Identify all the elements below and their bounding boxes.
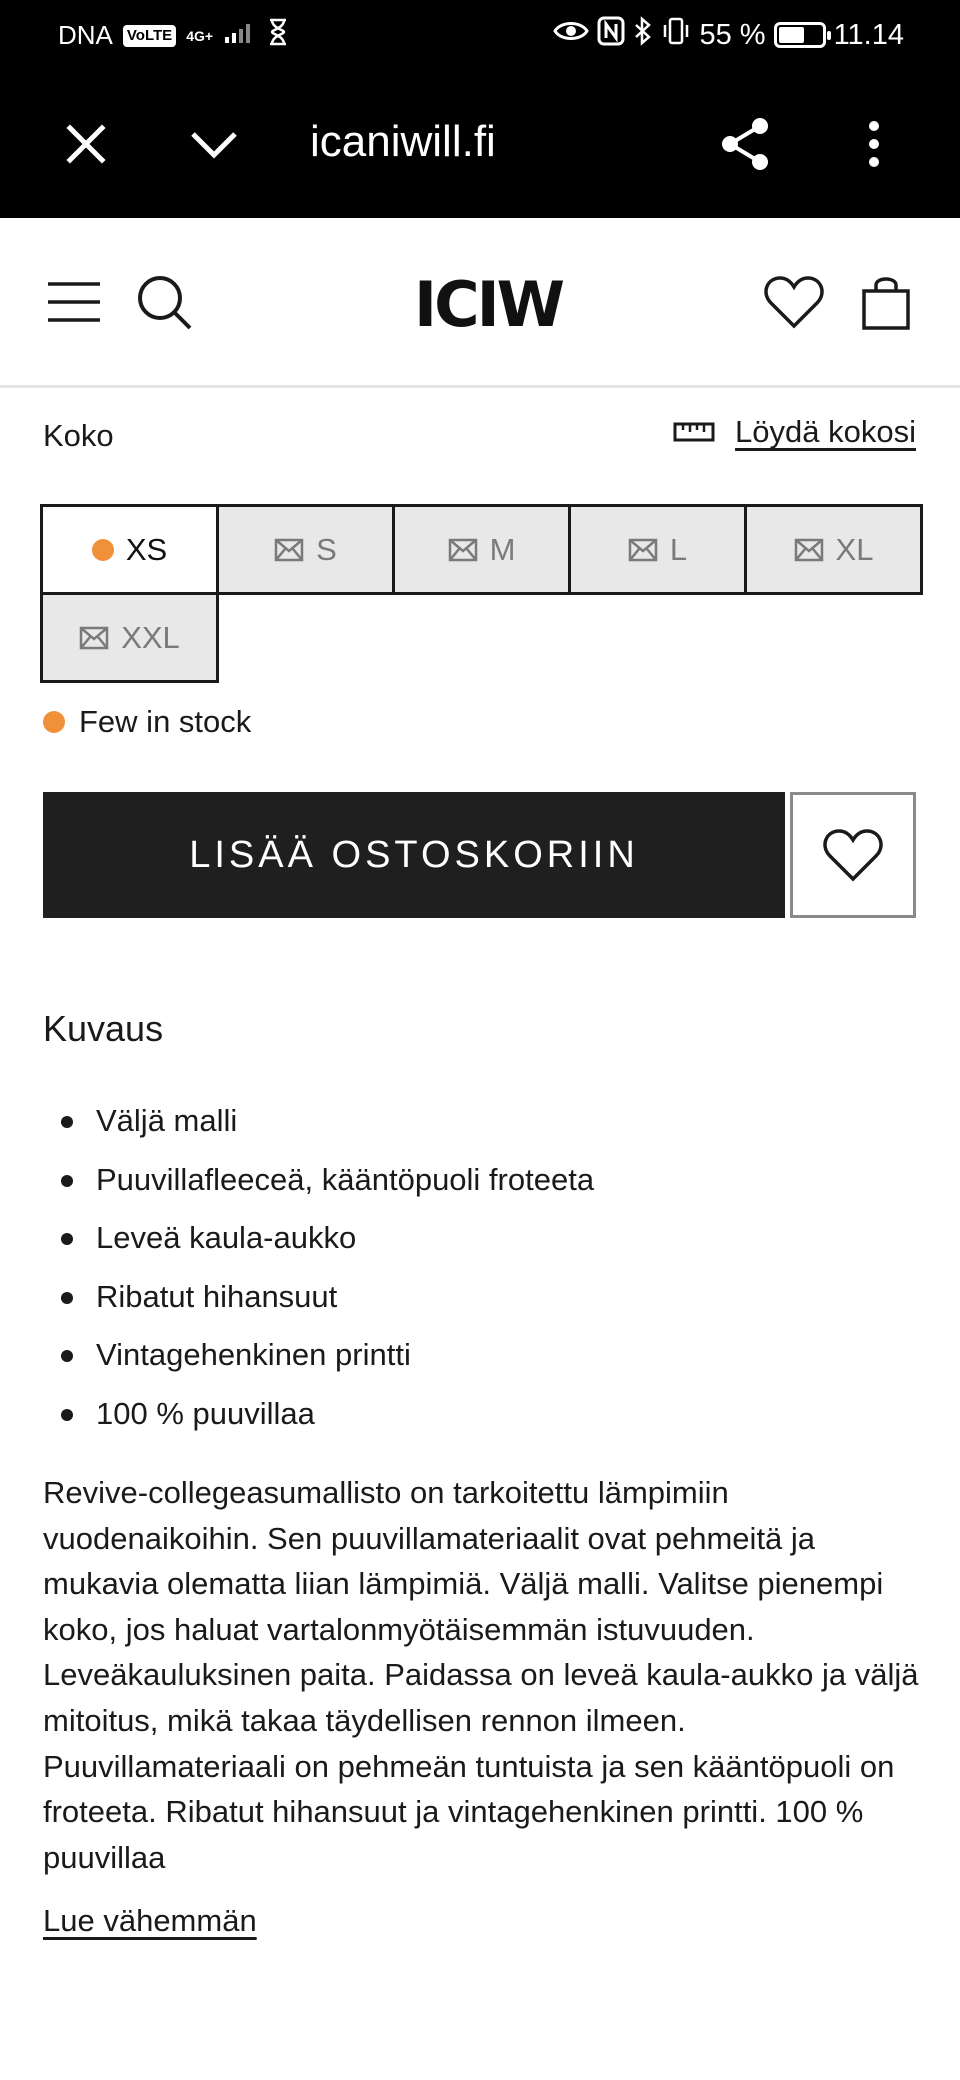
nfc-icon xyxy=(597,16,625,54)
size-option-xl[interactable] xyxy=(744,504,923,595)
size-option-l[interactable] xyxy=(568,504,747,595)
find-size-link[interactable] xyxy=(673,414,916,450)
status-bar xyxy=(0,0,960,68)
signal-icon xyxy=(223,19,257,52)
wishlist-header-button[interactable] xyxy=(758,266,830,338)
stock-indicator xyxy=(43,704,251,740)
add-to-cart-button[interactable]: LISÄÄ OSTOSKORIIN xyxy=(43,792,785,918)
heart-icon xyxy=(763,274,825,330)
vibrate-icon xyxy=(661,16,691,54)
network-type: 4G+ xyxy=(186,27,214,44)
chevron-down-icon xyxy=(189,128,239,160)
find-size-label[interactable]: Löydä kokosi xyxy=(735,414,916,449)
size-option-label: XXL xyxy=(121,619,180,655)
carrier-name: DNA xyxy=(58,20,113,50)
close-tab-button[interactable] xyxy=(50,108,122,180)
stock-status-text: Few in stock xyxy=(79,704,252,739)
feature-list-item: 100 % puuvillaa xyxy=(43,1385,594,1444)
size-option-label: M xyxy=(489,531,516,567)
close-icon xyxy=(64,122,108,166)
size-option-xs[interactable] xyxy=(40,504,219,595)
notify-envelope-icon xyxy=(79,626,109,650)
size-option-xxl[interactable] xyxy=(40,592,219,683)
add-to-wishlist-button[interactable] xyxy=(790,792,916,918)
shopping-bag-icon xyxy=(861,273,911,331)
hourglass-icon xyxy=(267,18,289,53)
notify-envelope-icon xyxy=(274,538,304,562)
description-title: Kuvaus xyxy=(43,1008,164,1049)
more-vertical-icon xyxy=(868,120,880,168)
size-option-label: XL xyxy=(835,531,874,567)
ruler-icon xyxy=(673,421,715,443)
feature-list xyxy=(43,1092,594,1443)
clock: 11.14 xyxy=(833,18,904,51)
notify-envelope-icon xyxy=(628,538,658,562)
feature-list-item: Puuvillafleeceä, kääntöpuoli froteeta xyxy=(43,1151,594,1210)
battery-percent: 55 % xyxy=(699,18,766,51)
menu-button[interactable] xyxy=(38,266,110,338)
site-header xyxy=(0,218,960,388)
size-option-label: S xyxy=(316,531,337,567)
browser-toolbar xyxy=(0,68,960,218)
battery-icon xyxy=(774,22,826,48)
size-option-m[interactable] xyxy=(392,504,571,595)
size-label: Koko xyxy=(43,418,114,453)
feature-list-item: Väljä malli xyxy=(43,1092,594,1151)
size-option-s[interactable] xyxy=(216,504,395,595)
notify-envelope-icon xyxy=(794,538,824,562)
heart-icon xyxy=(822,827,884,883)
hamburger-menu-icon xyxy=(46,280,102,324)
status-right xyxy=(553,16,904,54)
collapse-button[interactable] xyxy=(178,108,250,180)
size-option-label: L xyxy=(669,531,688,567)
description-text: Revive-collegeasumallisto on tarkoitettu lämpimiin vuodenaikoihin. Sen puuvillamateriaalit ovat pehmeitä ja mukavia olematta liian lämpimiä. Väljä malli. Valitse pienempi koko, jos haluat vartalonmyötäisemmän istuvuuden. Leveäkauluksinen paita. Paidassa on leveä kaula-aukko ja väljä mitoitus, mikä takaa täydellisen rennon ilmeen. Puuvillamateriaali on pehmeän tuntuista ja sen kääntöpuoli on froteeta. Ribatut hihansuut ja vintagehenkinen printti. 100 % puuvillaa xyxy=(43,1475,919,1875)
in-stock-dot xyxy=(92,539,114,561)
cart-button[interactable] xyxy=(850,266,922,338)
site-logo[interactable]: ICIW xyxy=(414,268,563,341)
feature-list-item: Ribatut hihansuut xyxy=(43,1268,594,1327)
more-options-button[interactable] xyxy=(838,108,910,180)
share-icon xyxy=(720,116,772,172)
share-button[interactable] xyxy=(710,108,782,180)
url-display[interactable]: icaniwill.fi xyxy=(310,117,496,166)
read-less-link[interactable]: Lue vähemmän xyxy=(43,1903,257,1938)
volte-badge: VoLTE xyxy=(123,25,176,47)
battery-level xyxy=(779,27,804,43)
bluetooth-icon xyxy=(633,16,653,54)
feature-list-item: Leveä kaula-aukko xyxy=(43,1209,594,1268)
eye-icon xyxy=(553,18,589,52)
feature-list-item: Vintagehenkinen printti xyxy=(43,1326,594,1385)
size-option-label: XS xyxy=(125,531,168,567)
status-left xyxy=(58,18,289,53)
search-icon xyxy=(134,272,194,332)
notify-envelope-icon xyxy=(448,538,478,562)
search-button[interactable] xyxy=(128,266,200,338)
stock-status-dot xyxy=(43,711,65,733)
